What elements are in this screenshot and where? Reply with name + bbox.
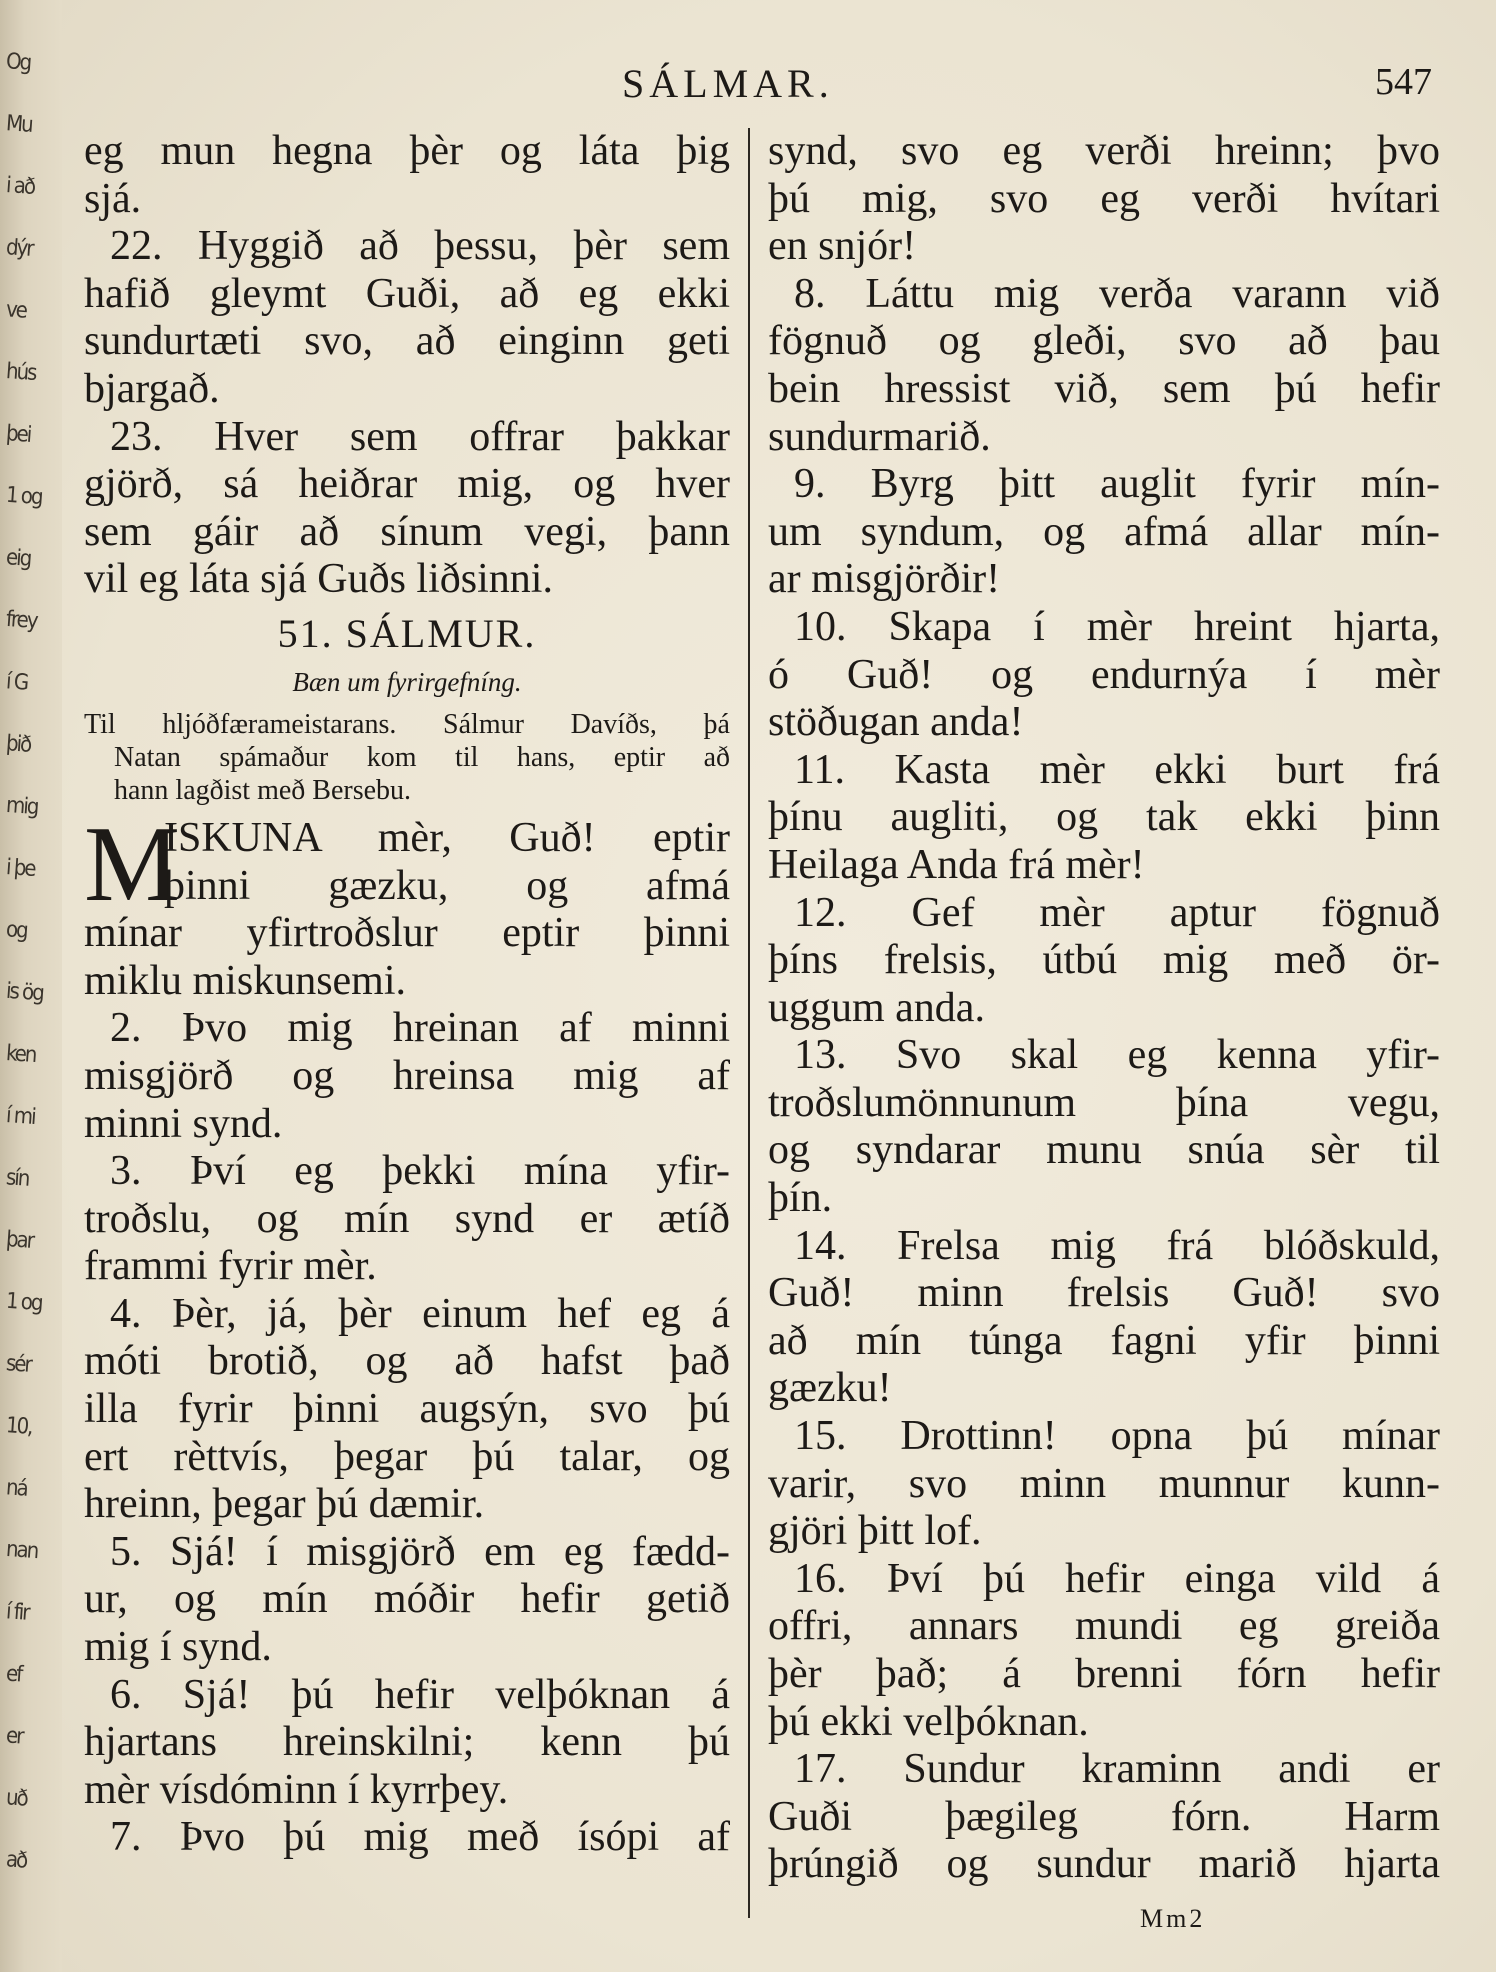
margin-fragment: eig [5, 545, 32, 572]
text-line: mig í synd. [84, 1624, 272, 1671]
margin-fragment: mig [5, 792, 39, 821]
verse-4 [84, 1291, 730, 1529]
text-line: hjartans hreinskilni; kenn þú [84, 1719, 730, 1766]
text-line: að mín túnga fagni yfir þinni [768, 1317, 1440, 1364]
text-line: Heilaga Anda frá mèr! [768, 841, 1145, 888]
text-line: bjargað. [84, 365, 220, 412]
psalm-subtitle: Bæn um fyrirgefníng. [292, 666, 522, 697]
margin-fragment: dýr [5, 235, 34, 262]
text-line: þú ekki velþóknan. [768, 1698, 1089, 1745]
text-line: þrúngið og sundur marið hjarta [768, 1841, 1440, 1888]
text-line: 17. Sundur kraminn andi er [794, 1746, 1440, 1793]
text-line: þíns frelsis, útbú mig með ör- [768, 937, 1440, 984]
margin-fragment: er [5, 1723, 24, 1750]
verse-continuation [84, 128, 730, 223]
verse-23 [84, 414, 730, 604]
margin-fragment: í mi [5, 1103, 36, 1130]
text-line: mínar yfirtroðslur eptir þinni [84, 910, 730, 957]
text-line: hafið gleymt Guði, að eg ekki [84, 270, 730, 317]
text-line: misgjörð og hreinsa mig af [84, 1052, 730, 1099]
margin-fragment: að [5, 1847, 28, 1874]
margin-fragment: í fir [5, 1599, 30, 1626]
text-line: 11. Kasta mèr ekki burt frá [794, 746, 1440, 793]
text-line: vil eg láta sjá Guðs liðsinni. [84, 556, 553, 603]
text-line: gjörð, sá heiðrar mig, og hver [84, 461, 730, 508]
text-line: ur, og mín móðir hefir getið [84, 1576, 730, 1623]
text-line: varir, svo minn munnur kunn- [768, 1460, 1440, 1507]
margin-fragment: 10, [5, 1413, 33, 1440]
verse-15 [768, 1413, 1440, 1556]
text-line: 5. Sjá! í misgjörð em eg fædd- [110, 1528, 730, 1575]
text-line: miklu miskunsemi. [84, 957, 407, 1004]
page-header [62, 60, 1496, 110]
margin-fragment: þið [5, 731, 32, 758]
page-number: 547 [1375, 61, 1432, 103]
text-line: 2. Þvo mig hreinan af minni [110, 1005, 730, 1052]
text-line: 14. Frelsa mig frá blóðskuld, [794, 1222, 1440, 1269]
book-page [62, 0, 1496, 1972]
text-line: 12. Gef mèr aptur fögnuð [794, 889, 1440, 936]
text-line: móti brotið, og að hafst það [84, 1338, 730, 1385]
text-line: 16. Því þú hefir einga vild á [794, 1555, 1440, 1602]
verse-11 [768, 747, 1440, 890]
text-line: Guði þægileg fórn. Harm [768, 1793, 1440, 1840]
left-column [84, 128, 730, 1862]
margin-fragment: i að [5, 173, 35, 200]
text-line: 8. Láttu mig verða varann við [794, 270, 1440, 317]
verse-9 [768, 461, 1440, 604]
verse-7 [84, 1814, 730, 1862]
text-line: 23. Hver sem offrar þakkar [110, 413, 730, 460]
verse-6 [84, 1672, 730, 1815]
verse-16 [768, 1556, 1440, 1746]
text-line: 6. Sjá! þú hefir velþóknan á [110, 1671, 730, 1718]
margin-fragment: 1 og [5, 1288, 43, 1317]
verse-22 [84, 223, 730, 413]
text-line: sjá. [84, 175, 142, 222]
text-line: þín. [768, 1175, 833, 1222]
verse-13 [768, 1032, 1440, 1222]
text-line: sem gáir að sínum vegi, þann [84, 508, 730, 555]
text-line: frammi fyrir mèr. [84, 1243, 377, 1290]
text-line: troðslumönnunum þína vegu, [768, 1079, 1440, 1126]
margin-fragment: ve [5, 297, 27, 324]
text-line: ó Guð! og endurnýa í mèr [768, 651, 1440, 698]
margin-fragment: hús [5, 359, 37, 386]
text-line: þú mig, svo eg verði hvítari [768, 175, 1440, 222]
text-line: þínu augliti, og tak ekki þinn [768, 794, 1440, 841]
text-line: um syndum, og afmá allar mín- [768, 508, 1440, 555]
text-line: mèr vísdóminn í kyrrþey. [84, 1766, 509, 1813]
text-line: ert rèttvís, þegar þú talar, og [84, 1433, 730, 1480]
text-line: Til hljóðfærameistarans. Sálmur Davíðs, þá [84, 708, 730, 740]
text-line: 10. Skapa í mèr hreint hjarta, [794, 603, 1440, 650]
verse-14 [768, 1223, 1440, 1413]
verse-12 [768, 890, 1440, 1033]
margin-fragment: þei [5, 421, 32, 448]
text-line: uggum anda. [768, 984, 985, 1031]
text-line: Natan spámaður kom til hans, eptir að [114, 741, 730, 773]
text-line: og syndarar munu snúa sèr til [768, 1127, 1440, 1174]
text-line: 7. Þvo þú mig með ísópi af [110, 1814, 730, 1861]
psalm-heading: 51. SÁLMUR. [277, 610, 537, 656]
text-line: 4. Þèr, já, þèr einum hef eg á [110, 1290, 730, 1337]
text-line: 9. Byrg þitt auglit fyrir mín- [794, 461, 1440, 508]
margin-fragment: ken [5, 1041, 37, 1068]
text-line: ar misgjörðir! [768, 556, 1001, 603]
text-line: gæzku! [768, 1365, 892, 1412]
margin-fragment: is ög [5, 978, 44, 1007]
text-line: illa fyrir þinni augsýn, svo þú [84, 1386, 730, 1433]
text-line: sundurmarið. [768, 413, 991, 460]
margin-fragment: þar [5, 1227, 34, 1254]
text-line: troðslu, og mín synd er ætíð [84, 1195, 730, 1242]
verse-3 [84, 1148, 730, 1291]
text-line: þèr það; á brenni fórn hefir [768, 1651, 1440, 1697]
margin-fragment: ná [5, 1475, 28, 1502]
text-line: minni synd. [84, 1100, 283, 1147]
margin-fragment: Og [5, 49, 31, 76]
column-rule [748, 128, 750, 1918]
verse-17 [768, 1746, 1440, 1889]
margin-fragment: nan [5, 1536, 39, 1565]
text-line: bein hressist við, sem þú hefir [768, 365, 1440, 412]
verse-7-continuation [768, 128, 1440, 271]
margin-fragment: sín [5, 1165, 30, 1192]
text-line: stöðugan anda! [768, 699, 1024, 746]
drop-cap: M [84, 804, 181, 924]
text-line: sundurtæti svo, að einginn geti [84, 318, 730, 365]
text-line: hann lagðist með Bersebu. [114, 774, 412, 806]
text-line: þinni gæzku, og afmá [164, 862, 730, 909]
verse-8 [768, 271, 1440, 461]
text-line: eg mun hegna þèr og láta þig [84, 128, 730, 174]
text-line: fögnuð og gleði, svo að þau [768, 318, 1440, 365]
running-head: SÁLMAR. [622, 61, 834, 106]
text-line: gjöri þitt lof. [768, 1508, 982, 1555]
text-line: hreinn, þegar þú dæmir. [84, 1481, 485, 1528]
text-line: 13. Svo skal eg kenna yfir- [794, 1032, 1440, 1079]
text-line: synd, svo eg verði hreinn; þvo [768, 128, 1440, 174]
verse-10 [768, 604, 1440, 747]
margin-fragment: og [5, 917, 28, 944]
signature-mark: Mm2 [1140, 1904, 1206, 1933]
text-line: 15. Drottinn! opna þú mínar [794, 1413, 1440, 1460]
verse-5 [84, 1529, 730, 1672]
text-line: Guð! minn frelsis Guð! svo [768, 1270, 1440, 1317]
margin-fragment: 1 og [5, 482, 43, 511]
margin-fragment: í G [5, 669, 28, 696]
margin-fragment: uð [5, 1785, 28, 1812]
verse-2 [84, 1005, 730, 1148]
text-line: 22. Hyggið að þessu, þèr sem [110, 223, 730, 270]
text-line: 3. Því eg þekki mína yfir- [110, 1148, 730, 1195]
margin-fragment: sér [5, 1351, 32, 1378]
psalm-superscription [84, 708, 730, 807]
margin-fragment: frey [5, 606, 38, 635]
right-column [768, 128, 1440, 1889]
margin-fragment: i þe [5, 855, 36, 882]
adjacent-page-margin [0, 0, 62, 1972]
verse-1 [84, 804, 730, 1005]
text-line: en snjór! [768, 223, 917, 270]
margin-fragment: Mu [5, 111, 33, 138]
text-line: ISKUNA mèr, Guð! eptir [164, 814, 730, 861]
text-line: offri, annars mundi eg greiða [768, 1603, 1440, 1650]
margin-fragment: ef [5, 1661, 23, 1688]
